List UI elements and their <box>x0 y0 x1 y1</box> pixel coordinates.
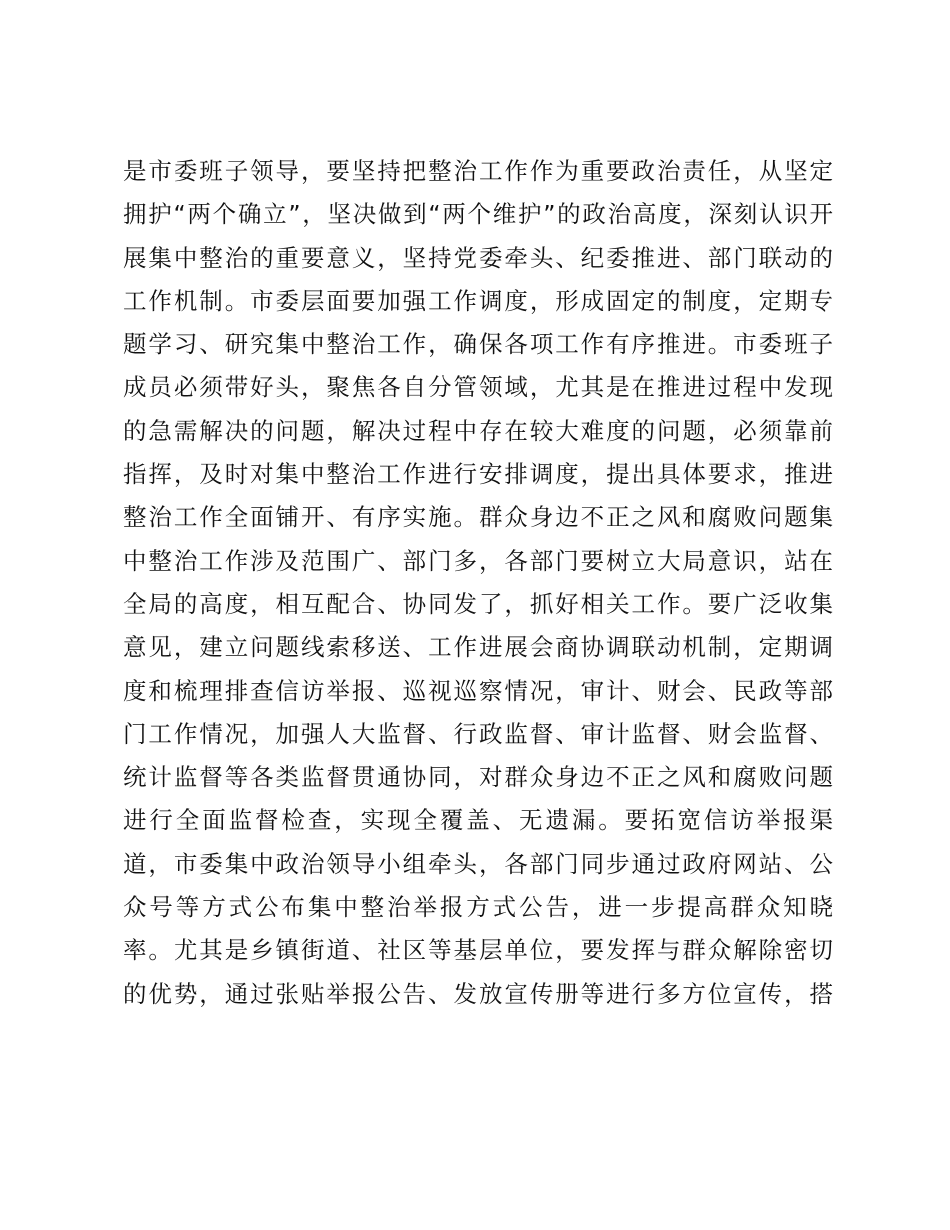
text-line: 统计监督等各类监督贯通协同，对群众身边不正之风和腐败问题 <box>123 763 833 792</box>
text-line: 拥护“两个确立”，坚决做到“两个维护”的政治高度，深刻认识开 <box>123 200 833 229</box>
text-line: 题学习、研究集中整治工作，确保各项工作有序推进。市委班子 <box>123 330 833 359</box>
text-line: 意见，建立问题线索移送、工作进展会商协调联动机制，定期调 <box>123 633 833 662</box>
text-line: 全局的高度，相互配合、协同发了，抓好相关工作。要广泛收集 <box>123 589 833 618</box>
text-line: 众号等方式公布集中整治举报方式公告，进一步提高群众知晓 <box>123 893 833 922</box>
text-line: 的急需解决的问题，解决过程中存在较大难度的问题，必须靠前 <box>123 416 833 445</box>
text-line: 门工作情况，加强人大监督、行政监督、审计监督、财会监督、 <box>123 719 833 748</box>
text-line: 率。尤其是乡镇街道、社区等基层单位，要发挥与群众解除密切 <box>123 936 833 965</box>
text-line: 整治工作全面铺开、有序实施。群众身边不正之风和腐败问题集 <box>123 503 833 532</box>
text-line: 进行全面监督检查，实现全覆盖、无遗漏。要拓宽信访举报渠 <box>123 806 833 835</box>
text-line: 成员必须带好头，聚焦各自分管领域，尤其是在推进过程中发现 <box>123 373 833 402</box>
text-line: 指挥，及时对集中整治工作进行安排调度，提出具体要求，推进 <box>123 460 833 489</box>
body-text <box>123 150 833 1016</box>
text-line: 的优势，通过张贴举报公告、发放宣传册等进行多方位宣传，搭 <box>123 979 833 1008</box>
text-line: 道，市委集中政治领导小组牵头，各部门同步通过政府网站、公 <box>123 849 833 878</box>
text-line: 是市委班子领导，要坚持把整治工作作为重要政治责任，从坚定 <box>123 157 833 185</box>
text-line: 展集中整治的重要意义，坚持党委牵头、纪委推进、部门联动的 <box>123 243 833 272</box>
text-line: 工作机制。市委层面要加强工作调度，形成固定的制度，定期专 <box>123 286 833 315</box>
text-line: 中整治工作涉及范围广、部门多，各部门要树立大局意识，站在 <box>123 546 833 575</box>
text-line: 度和梳理排查信访举报、巡视巡察情况，审计、财会、民政等部 <box>123 676 833 705</box>
